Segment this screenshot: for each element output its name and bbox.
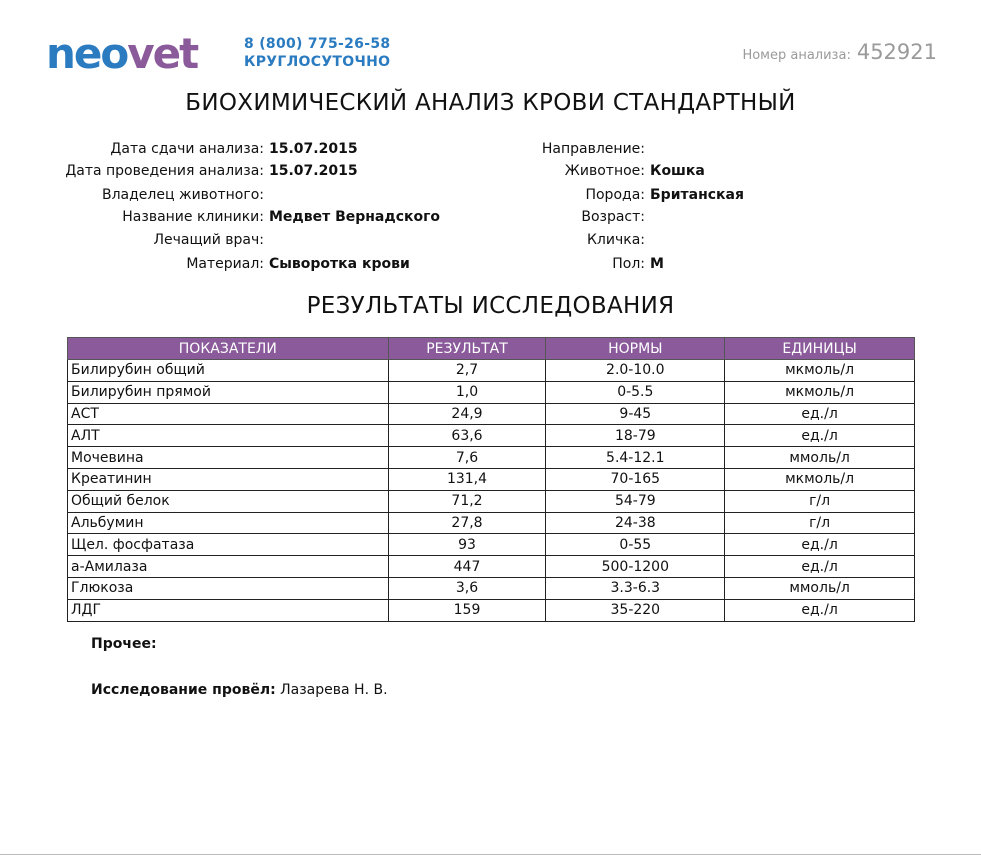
performed-by-section xyxy=(91,682,388,698)
other-label: Прочее: xyxy=(91,636,157,652)
info-value: Кошка xyxy=(650,163,705,179)
results-title: РЕЗУЛЬТАТЫ ИССЛЕДОВАНИЯ xyxy=(306,293,675,319)
indicator-cell: Альбумин xyxy=(68,512,389,534)
indicator-cell: Щел. фосфатаза xyxy=(68,534,389,556)
norm-cell: 500-1200 xyxy=(546,556,725,578)
column-header: ЕДИНИЦЫ xyxy=(725,338,915,360)
info-label: Порода: xyxy=(585,187,645,203)
norm-cell: 2.0-10.0 xyxy=(546,360,725,382)
page-title: БИОХИМИЧЕСКИЙ АНАЛИЗ КРОВИ СТАНДАРТНЫЙ xyxy=(185,90,796,116)
performed-by-label: Исследование провёл: xyxy=(91,682,276,698)
indicator-cell: АЛТ xyxy=(68,425,389,447)
info-label: Лечащий врач: xyxy=(153,232,264,248)
info-label: Название клиники: xyxy=(122,209,264,225)
hours-label: КРУГЛОСУТОЧНО xyxy=(244,54,391,70)
table-row xyxy=(68,425,915,447)
column-header: РЕЗУЛЬТАТ xyxy=(388,338,546,360)
info-label: Животное: xyxy=(564,163,645,179)
table-header-row xyxy=(68,338,915,360)
info-label: Владелец животного: xyxy=(101,187,264,203)
table-row xyxy=(68,360,915,382)
info-value: 15.07.2015 xyxy=(269,163,358,179)
norm-cell: 24-38 xyxy=(546,512,725,534)
info-label: Кличка: xyxy=(586,232,645,248)
table-row xyxy=(68,490,915,512)
result-cell: 71,2 xyxy=(388,490,546,512)
result-cell: 447 xyxy=(388,556,546,578)
info-value: Медвет Вернадского xyxy=(269,209,441,225)
indicator-cell: АСТ xyxy=(68,403,389,425)
analysis-number-value: 452921 xyxy=(856,40,937,64)
indicator-cell: Глюкоза xyxy=(68,577,389,599)
table-row xyxy=(68,512,915,534)
phone-number[interactable]: 8 (800) 775-26-58 xyxy=(244,36,391,52)
info-label: Направление: xyxy=(541,141,645,157)
table-row xyxy=(68,403,915,425)
table-row xyxy=(68,577,915,599)
norm-cell: 5.4-12.1 xyxy=(546,447,725,469)
norm-cell: 0-55 xyxy=(546,534,725,556)
indicator-cell: Билирубин прямой xyxy=(68,381,389,403)
results-table xyxy=(67,337,915,622)
norm-cell: 70-165 xyxy=(546,468,725,490)
table-row xyxy=(68,447,915,469)
info-value: Британская xyxy=(650,187,744,203)
info-label: Дата проведения анализа: xyxy=(65,163,264,179)
info-label: Возраст: xyxy=(581,209,645,225)
indicator-cell: Мочевина xyxy=(68,447,389,469)
table-row xyxy=(68,534,915,556)
result-cell: 3,6 xyxy=(388,577,546,599)
indicator-cell: а-Амилаза xyxy=(68,556,389,578)
norm-cell: 35-220 xyxy=(546,599,725,621)
unit-cell: ед./л xyxy=(725,534,915,556)
info-value: М xyxy=(650,256,664,272)
unit-cell: г/л xyxy=(725,512,915,534)
result-cell: 93 xyxy=(388,534,546,556)
info-value: 15.07.2015 xyxy=(269,141,358,157)
unit-cell: ед./л xyxy=(725,556,915,578)
table-row xyxy=(68,556,915,578)
analysis-number xyxy=(742,40,937,64)
contact-block xyxy=(244,35,390,71)
unit-cell: мкмоль/л xyxy=(725,468,915,490)
column-header: ПОКАЗАТЕЛИ xyxy=(68,338,389,360)
other-section xyxy=(91,636,157,652)
norm-cell: 9-45 xyxy=(546,403,725,425)
indicator-cell: Билирубин общий xyxy=(68,360,389,382)
table-row xyxy=(68,599,915,621)
unit-cell: ммоль/л xyxy=(725,447,915,469)
norm-cell: 3.3-6.3 xyxy=(546,577,725,599)
table-row xyxy=(68,381,915,403)
info-value: Сыворотка крови xyxy=(269,256,410,272)
unit-cell: мкмоль/л xyxy=(725,360,915,382)
column-header: НОРМЫ xyxy=(546,338,725,360)
norm-cell: 54-79 xyxy=(546,490,725,512)
result-cell: 7,6 xyxy=(388,447,546,469)
result-cell: 63,6 xyxy=(388,425,546,447)
result-cell: 24,9 xyxy=(388,403,546,425)
unit-cell: г/л xyxy=(725,490,915,512)
svg-text:neovet: neovet xyxy=(46,30,198,74)
norm-cell: 18-79 xyxy=(546,425,725,447)
result-cell: 1,0 xyxy=(388,381,546,403)
info-label: Материал: xyxy=(186,256,264,272)
result-cell: 159 xyxy=(388,599,546,621)
result-cell: 131,4 xyxy=(388,468,546,490)
indicator-cell: Общий белок xyxy=(68,490,389,512)
unit-cell: ммоль/л xyxy=(725,577,915,599)
unit-cell: ед./л xyxy=(725,403,915,425)
performed-by-value: Лазарева Н. В. xyxy=(280,682,388,698)
table-row xyxy=(68,468,915,490)
norm-cell: 0-5.5 xyxy=(546,381,725,403)
analysis-number-label: Номер анализа: xyxy=(742,48,851,63)
neovet-logo xyxy=(46,30,202,74)
indicator-cell: Креатинин xyxy=(68,468,389,490)
unit-cell: мкмоль/л xyxy=(725,381,915,403)
unit-cell: ед./л xyxy=(725,599,915,621)
info-label: Дата сдачи анализа: xyxy=(110,141,264,157)
page-edge-divider xyxy=(0,854,981,855)
unit-cell: ед./л xyxy=(725,425,915,447)
indicator-cell: ЛДГ xyxy=(68,599,389,621)
result-cell: 27,8 xyxy=(388,512,546,534)
info-label: Пол: xyxy=(612,256,645,272)
result-cell: 2,7 xyxy=(388,360,546,382)
